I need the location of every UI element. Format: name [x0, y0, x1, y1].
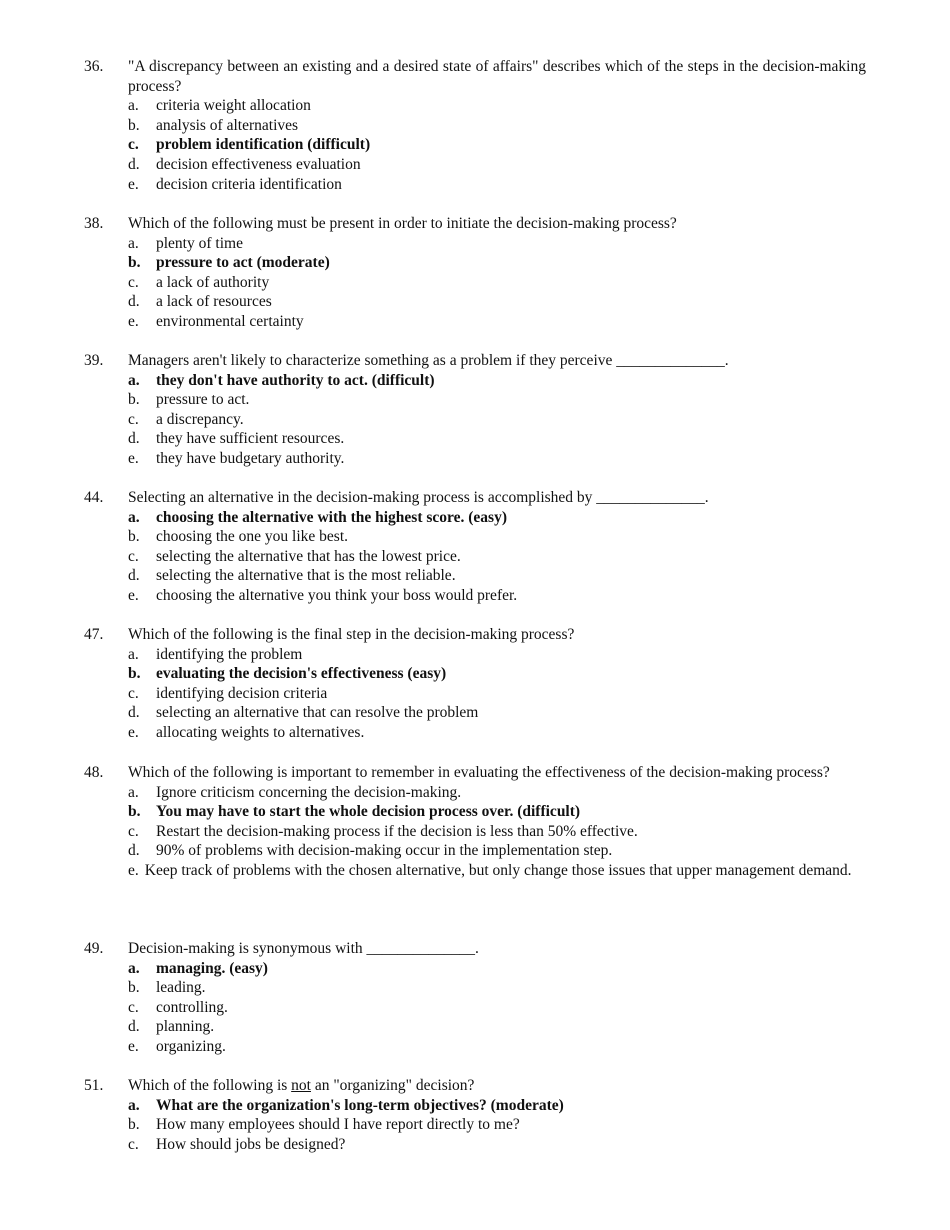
option-letter: a.	[128, 959, 140, 977]
answer-option	[128, 586, 866, 606]
option-text: criteria weight allocation	[156, 97, 311, 115]
answer-option	[128, 783, 866, 803]
option-text: allocating weights to alternatives.	[156, 723, 365, 741]
option-text: organizing.	[156, 1037, 226, 1055]
question-stem: Which of the following must be present in order to initiate the decision-making process?	[128, 215, 677, 232]
option-letter: c.	[128, 822, 139, 840]
answer-option	[128, 175, 866, 195]
option-text: pressure to act (moderate)	[156, 254, 330, 272]
option-letter: e.	[128, 723, 139, 741]
question-stem: Decision-making is synonymous with ______________.	[128, 940, 479, 957]
option-text: decision effectiveness evaluation	[156, 155, 361, 173]
option-text: 90% of problems with decision-making occur in the implementation step.	[156, 842, 613, 860]
option-letter: b.	[128, 1116, 140, 1134]
option-letter: a.	[128, 371, 140, 389]
question-49	[84, 939, 866, 1057]
option-letter: a.	[128, 645, 139, 663]
option-text: pressure to act.	[156, 391, 250, 409]
option-text: You may have to start the whole decision process over. (difficult)	[156, 803, 581, 821]
question-number: 36.	[84, 58, 104, 75]
option-text: selecting an alternative that can resolve the problem	[156, 704, 479, 722]
question-38	[84, 214, 866, 332]
answer-option	[128, 1115, 866, 1135]
option-letter: c.	[128, 136, 139, 154]
correct-answer-option	[128, 371, 866, 391]
stem-text: an "organizing" decision?	[310, 1077, 475, 1094]
answer-option	[128, 703, 866, 723]
option-text: problem identification (difficult)	[156, 136, 371, 154]
option-letter: c.	[128, 410, 139, 428]
question-number: 44.	[84, 489, 104, 506]
option-text: they have budgetary authority.	[156, 449, 345, 467]
option-text: identifying the problem	[156, 645, 303, 663]
option-letter: c.	[128, 547, 139, 565]
question-48	[84, 763, 866, 881]
option-letter: b.	[128, 528, 140, 546]
question-51	[84, 1076, 866, 1154]
answer-option	[128, 527, 866, 547]
option-text: controlling.	[156, 998, 228, 1016]
option-letter: b.	[128, 665, 141, 683]
option-text: plenty of time	[156, 234, 243, 252]
question-number: 39.	[84, 352, 104, 369]
option-letter: a.	[128, 783, 139, 801]
question-number: 51.	[84, 1077, 104, 1094]
question-number: 49.	[84, 940, 104, 957]
answer-option	[128, 1135, 866, 1155]
option-letter: c.	[128, 684, 139, 702]
question-stem: Selecting an alternative in the decision-making process is accomplished by ______________.	[128, 489, 709, 506]
correct-answer-option	[128, 959, 866, 979]
option-text: choosing the one you like best.	[156, 528, 348, 546]
correct-answer-option	[128, 508, 866, 528]
correct-answer-option	[128, 135, 866, 155]
option-letter: a.	[128, 234, 139, 252]
option-letter: d.	[128, 842, 140, 860]
option-letter: e.	[128, 449, 139, 467]
option-letter: b.	[128, 254, 141, 272]
option-text: choosing the alternative with the highest score. (easy)	[156, 508, 508, 526]
option-letter: e.	[128, 312, 139, 330]
option-letter: d.	[128, 567, 140, 585]
option-letter: b.	[128, 391, 140, 409]
correct-answer-option	[128, 802, 866, 822]
question-number: 47.	[84, 626, 104, 643]
option-text: they don't have authority to act. (difficult)	[156, 371, 435, 389]
option-letter: d.	[128, 155, 140, 173]
answer-option	[128, 684, 866, 704]
answer-option	[128, 1037, 866, 1057]
option-letter: a.	[128, 1096, 140, 1114]
option-text: managing. (easy)	[156, 959, 268, 977]
option-text: choosing the alternative you think your boss would prefer.	[156, 586, 518, 604]
option-text: How many employees should I have report directly to me?	[156, 1116, 520, 1134]
option-letter: b.	[128, 116, 140, 134]
option-text: they have sufficient resources.	[156, 430, 345, 448]
answer-option	[128, 292, 866, 312]
option-text: environmental certainty	[156, 312, 304, 330]
option-text: analysis of alternatives	[156, 116, 299, 134]
option-letter: c.	[128, 998, 139, 1016]
answer-option	[128, 116, 866, 136]
option-text: planning.	[156, 1018, 215, 1036]
option-text: decision criteria identification	[156, 175, 342, 193]
answer-option	[128, 566, 866, 586]
answer-option	[128, 410, 866, 430]
option-letter: d.	[128, 704, 140, 722]
answer-option	[128, 234, 866, 254]
option-letter: e.	[128, 861, 139, 879]
answer-option	[128, 978, 866, 998]
answer-option	[128, 861, 866, 881]
question-47	[84, 625, 866, 743]
answer-option	[128, 273, 866, 293]
option-text: Keep track of problems with the chosen alternative, but only change those issues that upper management demand.	[144, 861, 852, 879]
question-39	[84, 351, 866, 469]
option-letter: b.	[128, 979, 140, 997]
answer-option	[128, 96, 866, 116]
option-letter: e.	[128, 1037, 139, 1055]
option-text: How should jobs be designed?	[156, 1135, 346, 1153]
stem-underlined-text: not	[291, 1077, 311, 1094]
question-number: 48.	[84, 764, 104, 781]
correct-answer-option	[128, 664, 866, 684]
option-letter: e.	[128, 175, 139, 193]
question-stem	[128, 1076, 866, 1096]
answer-option	[128, 841, 866, 861]
option-text: a lack of resources	[156, 293, 272, 311]
option-letter: a.	[128, 508, 140, 526]
question-stem: Which of the following is important to remember in evaluating the effectiveness of the decision-making process?	[128, 764, 830, 781]
option-text: evaluating the decision's effectiveness (easy)	[156, 665, 447, 683]
question-stem: Managers aren't likely to characterize something as a problem if they perceive ______________.	[128, 352, 729, 369]
answer-option	[128, 822, 866, 842]
option-text: leading.	[156, 979, 206, 997]
answer-option	[128, 723, 866, 743]
answer-option	[128, 645, 866, 665]
option-text: identifying decision criteria	[156, 684, 328, 702]
answer-option	[128, 998, 866, 1018]
option-text: Ignore criticism concerning the decision-making.	[156, 783, 462, 801]
option-text: a discrepancy.	[156, 410, 244, 428]
correct-answer-option	[128, 1096, 866, 1116]
option-text: a lack of authority	[156, 273, 270, 291]
answer-option	[128, 1017, 866, 1037]
correct-answer-option	[128, 253, 866, 273]
option-text: selecting the alternative that has the lowest price.	[156, 547, 461, 565]
option-text: What are the organization's long-term objectives? (moderate)	[156, 1096, 564, 1114]
answer-option	[128, 547, 866, 567]
answer-option	[128, 429, 866, 449]
stem-text: Which of the following is	[128, 1077, 292, 1094]
option-letter: b.	[128, 803, 141, 821]
option-letter: c.	[128, 273, 139, 291]
option-letter: d.	[128, 293, 140, 311]
question-stem: Which of the following is the final step in the decision-making process?	[128, 626, 575, 643]
answer-option	[128, 449, 866, 469]
option-letter: d.	[128, 430, 140, 448]
answer-option	[128, 390, 866, 410]
question-36	[84, 57, 866, 194]
option-letter: e.	[128, 586, 139, 604]
question-number: 38.	[84, 215, 104, 232]
answer-option	[128, 312, 866, 332]
option-letter: a.	[128, 97, 139, 115]
question-stem: "A discrepancy between an existing and a desired state of affairs" describes which of the steps in the decision-making process?	[128, 58, 866, 95]
question-44	[84, 488, 866, 606]
option-text: Restart the decision-making process if the decision is less than 50% effective.	[156, 822, 638, 840]
option-letter: c.	[128, 1135, 139, 1153]
answer-option	[128, 155, 866, 175]
option-letter: d.	[128, 1018, 140, 1036]
option-text: selecting the alternative that is the most reliable.	[156, 567, 456, 585]
